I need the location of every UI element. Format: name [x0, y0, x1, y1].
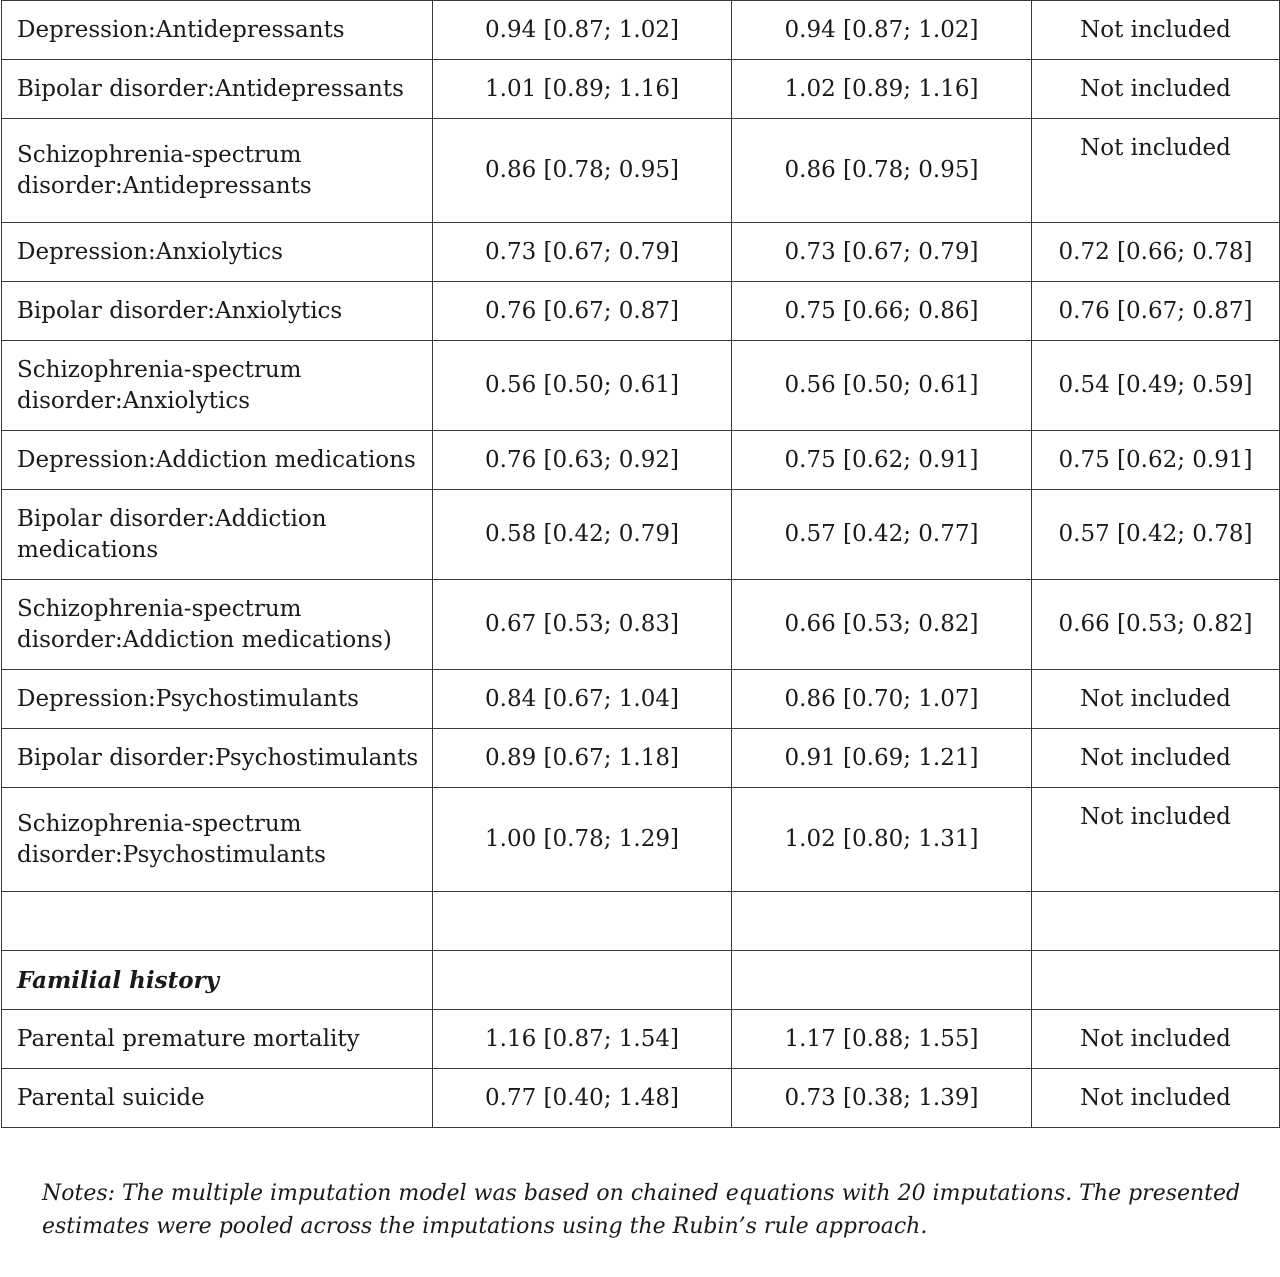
row-label: Schizophrenia-spectrum disorder:Psychostimulants: [2, 788, 433, 892]
row-label: Bipolar disorder:Antidepressants: [2, 60, 433, 119]
section-heading: Familial history: [2, 951, 433, 1010]
estimate-model-3: Not included: [1032, 60, 1280, 119]
estimate-model-1: 1.00 [0.78; 1.29]: [433, 788, 732, 892]
row-label: Schizophrenia-spectrum disorder:Addiction medications): [2, 580, 433, 670]
estimate-model-2: 0.66 [0.53; 0.82]: [732, 580, 1032, 670]
estimate-model-3: Not included: [1032, 1, 1280, 60]
estimate-model-2: [732, 892, 1032, 951]
estimate-model-2: 0.75 [0.66; 0.86]: [732, 282, 1032, 341]
estimate-model-2: 0.86 [0.70; 1.07]: [732, 670, 1032, 729]
estimate-model-1: 0.76 [0.63; 0.92]: [433, 431, 732, 490]
estimate-model-2: 1.02 [0.89; 1.16]: [732, 60, 1032, 119]
estimate-model-2: 0.56 [0.50; 0.61]: [732, 341, 1032, 431]
row-label: Parental premature mortality: [2, 1010, 433, 1069]
estimate-model-3: Not included: [1032, 788, 1280, 892]
estimate-model-3: Not included: [1032, 729, 1280, 788]
estimate-model-2: 0.73 [0.67; 0.79]: [732, 223, 1032, 282]
table-notes: Notes: The multiple imputation model was based on chained equations with 20 imputations. The presented estimates were pooled across the imputations using the Rubin’s rule approach.: [42, 1181, 1241, 1239]
table-row: [2, 282, 1280, 341]
estimate-model-1: 0.77 [0.40; 1.48]: [433, 1069, 732, 1128]
estimate-model-3: 0.76 [0.67; 0.87]: [1032, 282, 1280, 341]
estimate-model-1: 0.86 [0.78; 0.95]: [433, 119, 732, 223]
estimate-model-1: 0.94 [0.87; 1.02]: [433, 1, 732, 60]
estimate-model-3: 0.66 [0.53; 0.82]: [1032, 580, 1280, 670]
row-label: Schizophrenia-spectrum disorder:Antidepressants: [2, 119, 433, 223]
estimate-model-2: 0.57 [0.42; 0.77]: [732, 490, 1032, 580]
table-row: [2, 431, 1280, 490]
estimate-model-1: 0.56 [0.50; 0.61]: [433, 341, 732, 431]
estimate-model-3: Not included: [1032, 119, 1280, 223]
estimate-model-1: 0.89 [0.67; 1.18]: [433, 729, 732, 788]
row-label: Depression:Anxiolytics: [2, 223, 433, 282]
estimate-model-1: 0.73 [0.67; 0.79]: [433, 223, 732, 282]
row-label: [2, 892, 433, 951]
row-label: Depression:Antidepressants: [2, 1, 433, 60]
estimate-model-3: Not included: [1032, 1069, 1280, 1128]
estimate-model-1: 0.58 [0.42; 0.79]: [433, 490, 732, 580]
estimate-model-2: 1.17 [0.88; 1.55]: [732, 1010, 1032, 1069]
estimate-model-1: 1.01 [0.89; 1.16]: [433, 60, 732, 119]
estimate-model-2: 0.86 [0.78; 0.95]: [732, 119, 1032, 223]
table-row: [2, 223, 1280, 282]
table-row: [2, 670, 1280, 729]
estimate-model-3: 0.57 [0.42; 0.78]: [1032, 490, 1280, 580]
row-label: Depression:Psychostimulants: [2, 670, 433, 729]
estimate-model-1: [433, 951, 732, 1010]
estimate-model-1: 0.84 [0.67; 1.04]: [433, 670, 732, 729]
estimate-model-2: 0.94 [0.87; 1.02]: [732, 1, 1032, 60]
section-header-row: [2, 951, 1280, 1010]
table-row: [2, 60, 1280, 119]
estimate-model-2: 0.91 [0.69; 1.21]: [732, 729, 1032, 788]
row-label: Schizophrenia-spectrum disorder:Anxiolytics: [2, 341, 433, 431]
row-label: Parental suicide: [2, 1069, 433, 1128]
table-row: [2, 580, 1280, 670]
estimate-model-1: 1.16 [0.87; 1.54]: [433, 1010, 732, 1069]
estimate-model-2: 0.75 [0.62; 0.91]: [732, 431, 1032, 490]
estimate-model-2: 1.02 [0.80; 1.31]: [732, 788, 1032, 892]
table-row: [2, 490, 1280, 580]
table-row: [2, 1, 1280, 60]
table-row: [2, 1010, 1280, 1069]
estimate-model-3: [1032, 951, 1280, 1010]
estimate-model-1: [433, 892, 732, 951]
estimate-model-3: 0.54 [0.49; 0.59]: [1032, 341, 1280, 431]
estimate-model-2: 0.73 [0.38; 1.39]: [732, 1069, 1032, 1128]
row-label: Bipolar disorder:Psychostimulants: [2, 729, 433, 788]
table-row: [2, 119, 1280, 223]
estimate-model-1: 0.67 [0.53; 0.83]: [433, 580, 732, 670]
row-label: Bipolar disorder:Addiction medications: [2, 490, 433, 580]
estimate-model-1: 0.76 [0.67; 0.87]: [433, 282, 732, 341]
row-label: Bipolar disorder:Anxiolytics: [2, 282, 433, 341]
estimate-model-2: [732, 951, 1032, 1010]
row-label: Depression:Addiction medications: [2, 431, 433, 490]
table-row: [2, 729, 1280, 788]
estimate-model-3: Not included: [1032, 1010, 1280, 1069]
estimate-model-3: 0.75 [0.62; 0.91]: [1032, 431, 1280, 490]
estimate-model-3: 0.72 [0.66; 0.78]: [1032, 223, 1280, 282]
estimate-model-3: [1032, 892, 1280, 951]
results-table: [1, 0, 1280, 1128]
estimate-model-3: Not included: [1032, 670, 1280, 729]
table-row-empty: [2, 892, 1280, 951]
table-row: [2, 1069, 1280, 1128]
table-row: [2, 788, 1280, 892]
table-row: [2, 341, 1280, 431]
